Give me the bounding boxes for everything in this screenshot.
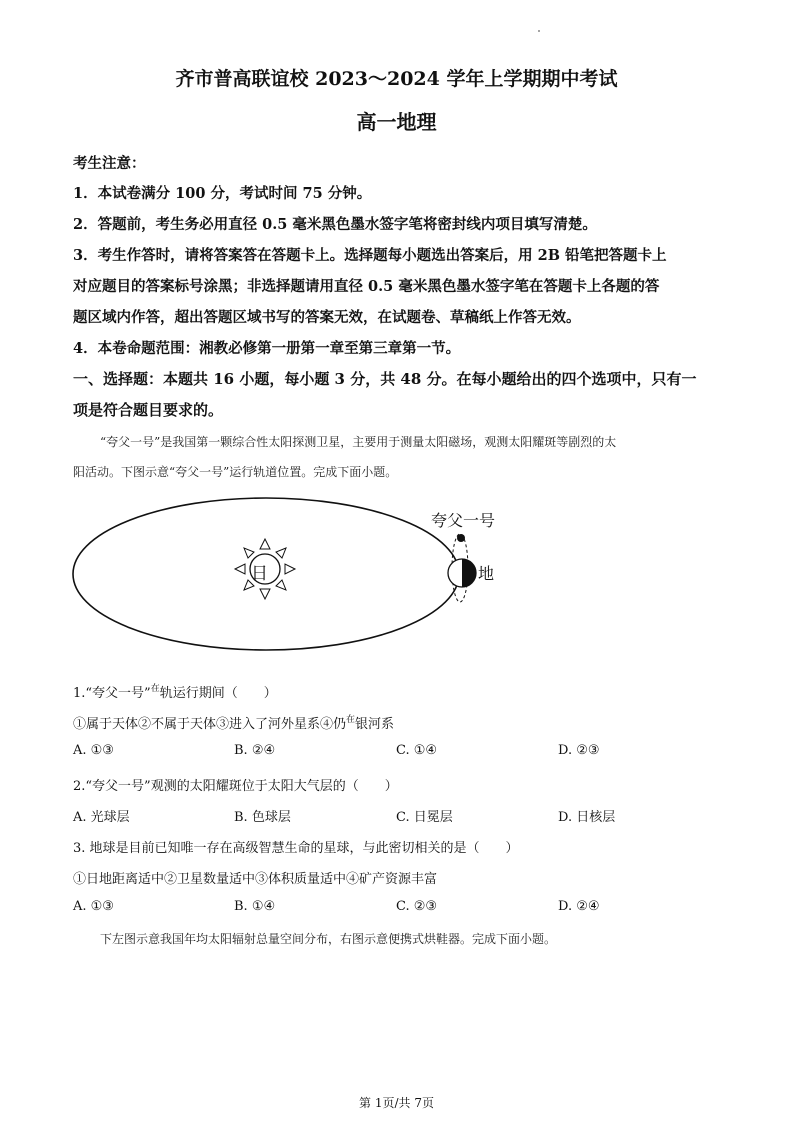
note-item-2: 2．答题前，考生务必用直径 0.5 毫米黑色墨水签字笔将密封线内项目填写清楚。 [73, 216, 597, 233]
question-1-statements: ①属于天体②不属于天体③进入了河外星系④仍$^在$银河系 [73, 715, 395, 732]
section-heading-line-2: 项是符合题目要求的。 [73, 401, 224, 419]
q1-option-d: D. ②③ [558, 743, 600, 758]
earth-icon [448, 559, 476, 587]
satellite-marker [457, 534, 465, 542]
sun-label: 日 [251, 564, 268, 584]
passage-1-line-2: 阳活动。下图示意“夸父一号”运行轨道位置。完成下面小题。 [73, 465, 398, 479]
passage-2-line-1: 下左图示意我国年均太阳辐射总量空间分布，右图示意便携式烘鞋器。完成下面小题。 [100, 932, 557, 946]
note-item-3-line-3: 题区域内作答，超出答题区域书写的答案无效，在试题卷、草稿纸上作答无效。 [73, 309, 581, 326]
question-1-stem: 1.“夸父一号”$^在$轨运行期间（ ） [73, 684, 277, 701]
note-item-1: 1．本试卷满分 100 分，考试时间 75 分钟。 [73, 185, 372, 202]
q3-option-d: D. ②④ [558, 899, 600, 914]
question-2-stem: 2.“夸父一号”观测的太阳耀斑位于太阳大气层的（ ） [73, 779, 398, 794]
note-item-3-line-1: 3．考生作答时，请将答案答在答题卡上。选择题每小题选出答案后，用 2B 铅笔把答题卡上 [73, 247, 667, 264]
page-footer: 第 1页/共 7页 [359, 1096, 434, 1110]
satellite-label: 夸父一号 [431, 511, 496, 530]
q2-option-b: B. 色球层 [234, 810, 291, 825]
q3-option-a: A. ①③ [73, 899, 114, 914]
passage-1-line-1: “夸父一号”是我国第一颗综合性太阳探测卫星，主要用于测量太阳磁场，观测太阳耀斑等剧烈的太 [100, 435, 617, 449]
q1-option-b: B. ②④ [234, 743, 276, 758]
q2-option-c: C. 日冕层 [396, 810, 453, 825]
subject-title: 高一地理 [356, 110, 437, 134]
note-item-4: 4．本卷命题范围：湘教必修第一册第一章至第三章第一节。 [73, 340, 461, 357]
notes-heading: 考生注意： [73, 155, 146, 172]
note-item-3-line-2: 对应题目的答案标号涂黑；非选择题请用直径 0.5 毫米黑色墨水签字笔在答题卡上各题的答 [73, 278, 660, 295]
q1-option-a: A. ①③ [73, 743, 114, 758]
q3-option-c: C. ②③ [396, 899, 438, 914]
q1-option-c: C. ①④ [396, 743, 438, 758]
exam-title: 齐市普高联谊校 2023～2024 学年上学期期中考试 [175, 68, 618, 90]
section-heading-line-1: 一、选择题：本题共 16 小题，每小题 3 分，共 48 分。在每小题给出的四个选项中，只有一 [73, 370, 697, 388]
scan-speck [538, 30, 540, 32]
q3-option-b: B. ①④ [234, 899, 276, 914]
question-3-stem: 3. 地球是目前已知唯一存在高级智慧生命的星球，与此密切相关的是（ ） [73, 841, 519, 856]
q2-option-a: A. 光球层 [73, 810, 130, 825]
question-3-statements: ①日地距离适中②卫星数量适中③体积质量适中④矿产资源丰富 [73, 872, 438, 887]
earth-label: 地 [478, 564, 495, 583]
q2-option-d: D. 日核层 [558, 810, 616, 825]
